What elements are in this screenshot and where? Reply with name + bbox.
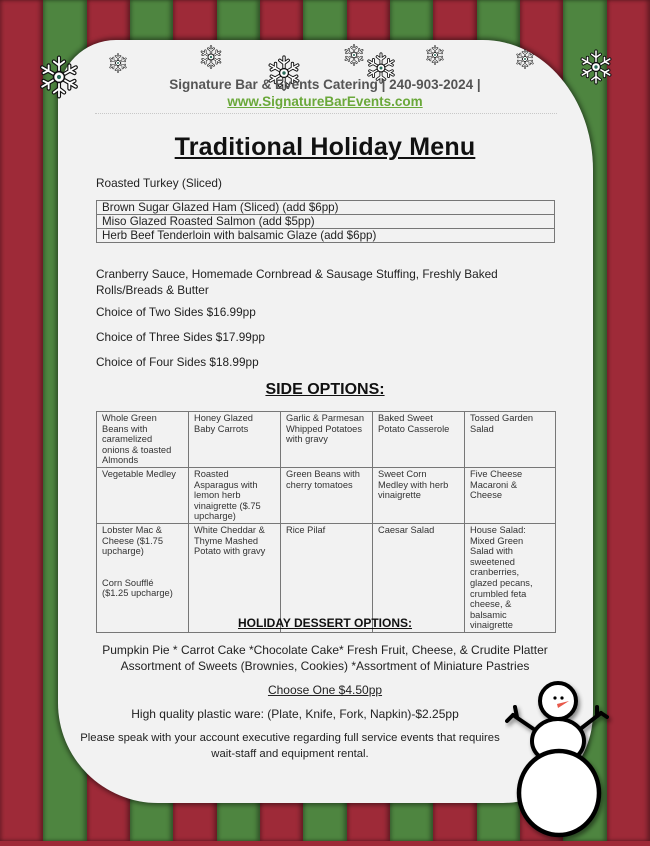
side-option: Vegetable Medley bbox=[97, 467, 189, 523]
protein-option: Brown Sugar Glazed Ham (Sliced) (add $6pp) bbox=[97, 201, 555, 215]
side-option: Tossed Garden Salad bbox=[465, 412, 556, 468]
header-divider bbox=[95, 113, 557, 114]
side-option: Roasted Asparagus with lemon herb vinaigrette ($.75 upcharge) bbox=[189, 467, 281, 523]
page-title: Traditional Holiday Menu bbox=[174, 133, 476, 161]
dessert-list bbox=[0, 642, 650, 674]
side-option: White Cheddar & Thyme Mashed Potato with gravy bbox=[189, 523, 281, 632]
side-option: Sweet Corn Medley with herb vinaigrette bbox=[373, 467, 465, 523]
price-three-sides: Choice of Three Sides $17.99pp bbox=[96, 330, 265, 344]
snowflake-icon bbox=[199, 43, 223, 71]
protein-options-table bbox=[96, 200, 555, 243]
dessert-options-heading: HOLIDAY DESSERT OPTIONS: bbox=[237, 616, 413, 630]
dessert-line: Pumpkin Pie * Carrot Cake *Chocolate Cake* Fresh Fruit, Cheese, & Crudite Platter bbox=[102, 643, 548, 657]
website-line bbox=[0, 94, 650, 109]
side-option: Whole Green Beans with caramelized onions & toasted Almonds bbox=[97, 412, 189, 468]
table-row bbox=[97, 467, 556, 523]
side-option: Lobster Mac & Cheese ($1.75 upcharge) bbox=[102, 524, 163, 557]
side-options-heading: SIDE OPTIONS: bbox=[265, 381, 385, 398]
table-row bbox=[97, 201, 555, 215]
side-option: Caesar Salad bbox=[373, 523, 465, 632]
dessert-line: Assortment of Sweets (Brownies, Cookies) *Assortment of Miniature Pastries bbox=[120, 659, 530, 673]
snowflake-icon bbox=[515, 48, 535, 70]
side-option: Corn Soufflé ($1.25 upcharge) bbox=[102, 577, 173, 599]
included-sides: Cranberry Sauce, Homemade Cornbread & Sausage Stuffing, Freshly Baked Rolls/Breads & Butter bbox=[96, 267, 498, 297]
plastic-ware-note: High quality plastic ware: (Plate, Knife, Fork, Napkin)-$2.25pp bbox=[131, 707, 459, 721]
side-options-table bbox=[96, 411, 556, 633]
main-protein: Roasted Turkey (Sliced) bbox=[96, 176, 222, 190]
side-option: Green Beans with cherry tomatoes bbox=[281, 467, 373, 523]
snowflake-icon bbox=[343, 43, 365, 67]
protein-option: Miso Glazed Roasted Salmon (add $5pp) bbox=[97, 215, 555, 229]
snowman-icon bbox=[505, 675, 615, 846]
side-option: Rice Pilaf bbox=[281, 523, 373, 632]
table-row bbox=[97, 229, 555, 243]
company-contact: Signature Bar & Events Catering | 240-903-2024 | bbox=[169, 77, 481, 92]
snowflake-icon bbox=[108, 52, 128, 74]
side-option: Baked Sweet Potato Casserole bbox=[373, 412, 465, 468]
dessert-price: Choose One $4.50pp bbox=[267, 683, 383, 697]
snowflake-icon bbox=[425, 44, 445, 66]
price-two-sides: Choice of Two Sides $16.99pp bbox=[96, 305, 256, 319]
side-option: Five Cheese Macaroni & Cheese bbox=[465, 467, 556, 523]
price-four-sides: Choice of Four Sides $18.99pp bbox=[96, 355, 259, 369]
side-option: Honey Glazed Baby Carrots bbox=[189, 412, 281, 468]
table-row bbox=[97, 215, 555, 229]
side-option: Garlic & Parmesan Whipped Potatoes with gravy bbox=[281, 412, 373, 468]
protein-option: Herb Beef Tenderloin with balsamic Glaze (add $6pp) bbox=[97, 229, 555, 243]
website-link[interactable]: www.SignatureBarEvents.com bbox=[227, 94, 423, 109]
side-option: House Salad: Mixed Green Salad with sweetened cranberries, glazed pecans, crumbled feta cheese, & balsamic vinaigrette bbox=[465, 523, 556, 632]
table-row bbox=[97, 412, 556, 468]
note-text: Please speak with your account executive regarding full service events that requires wait-staff and equipment rental. bbox=[80, 732, 500, 760]
